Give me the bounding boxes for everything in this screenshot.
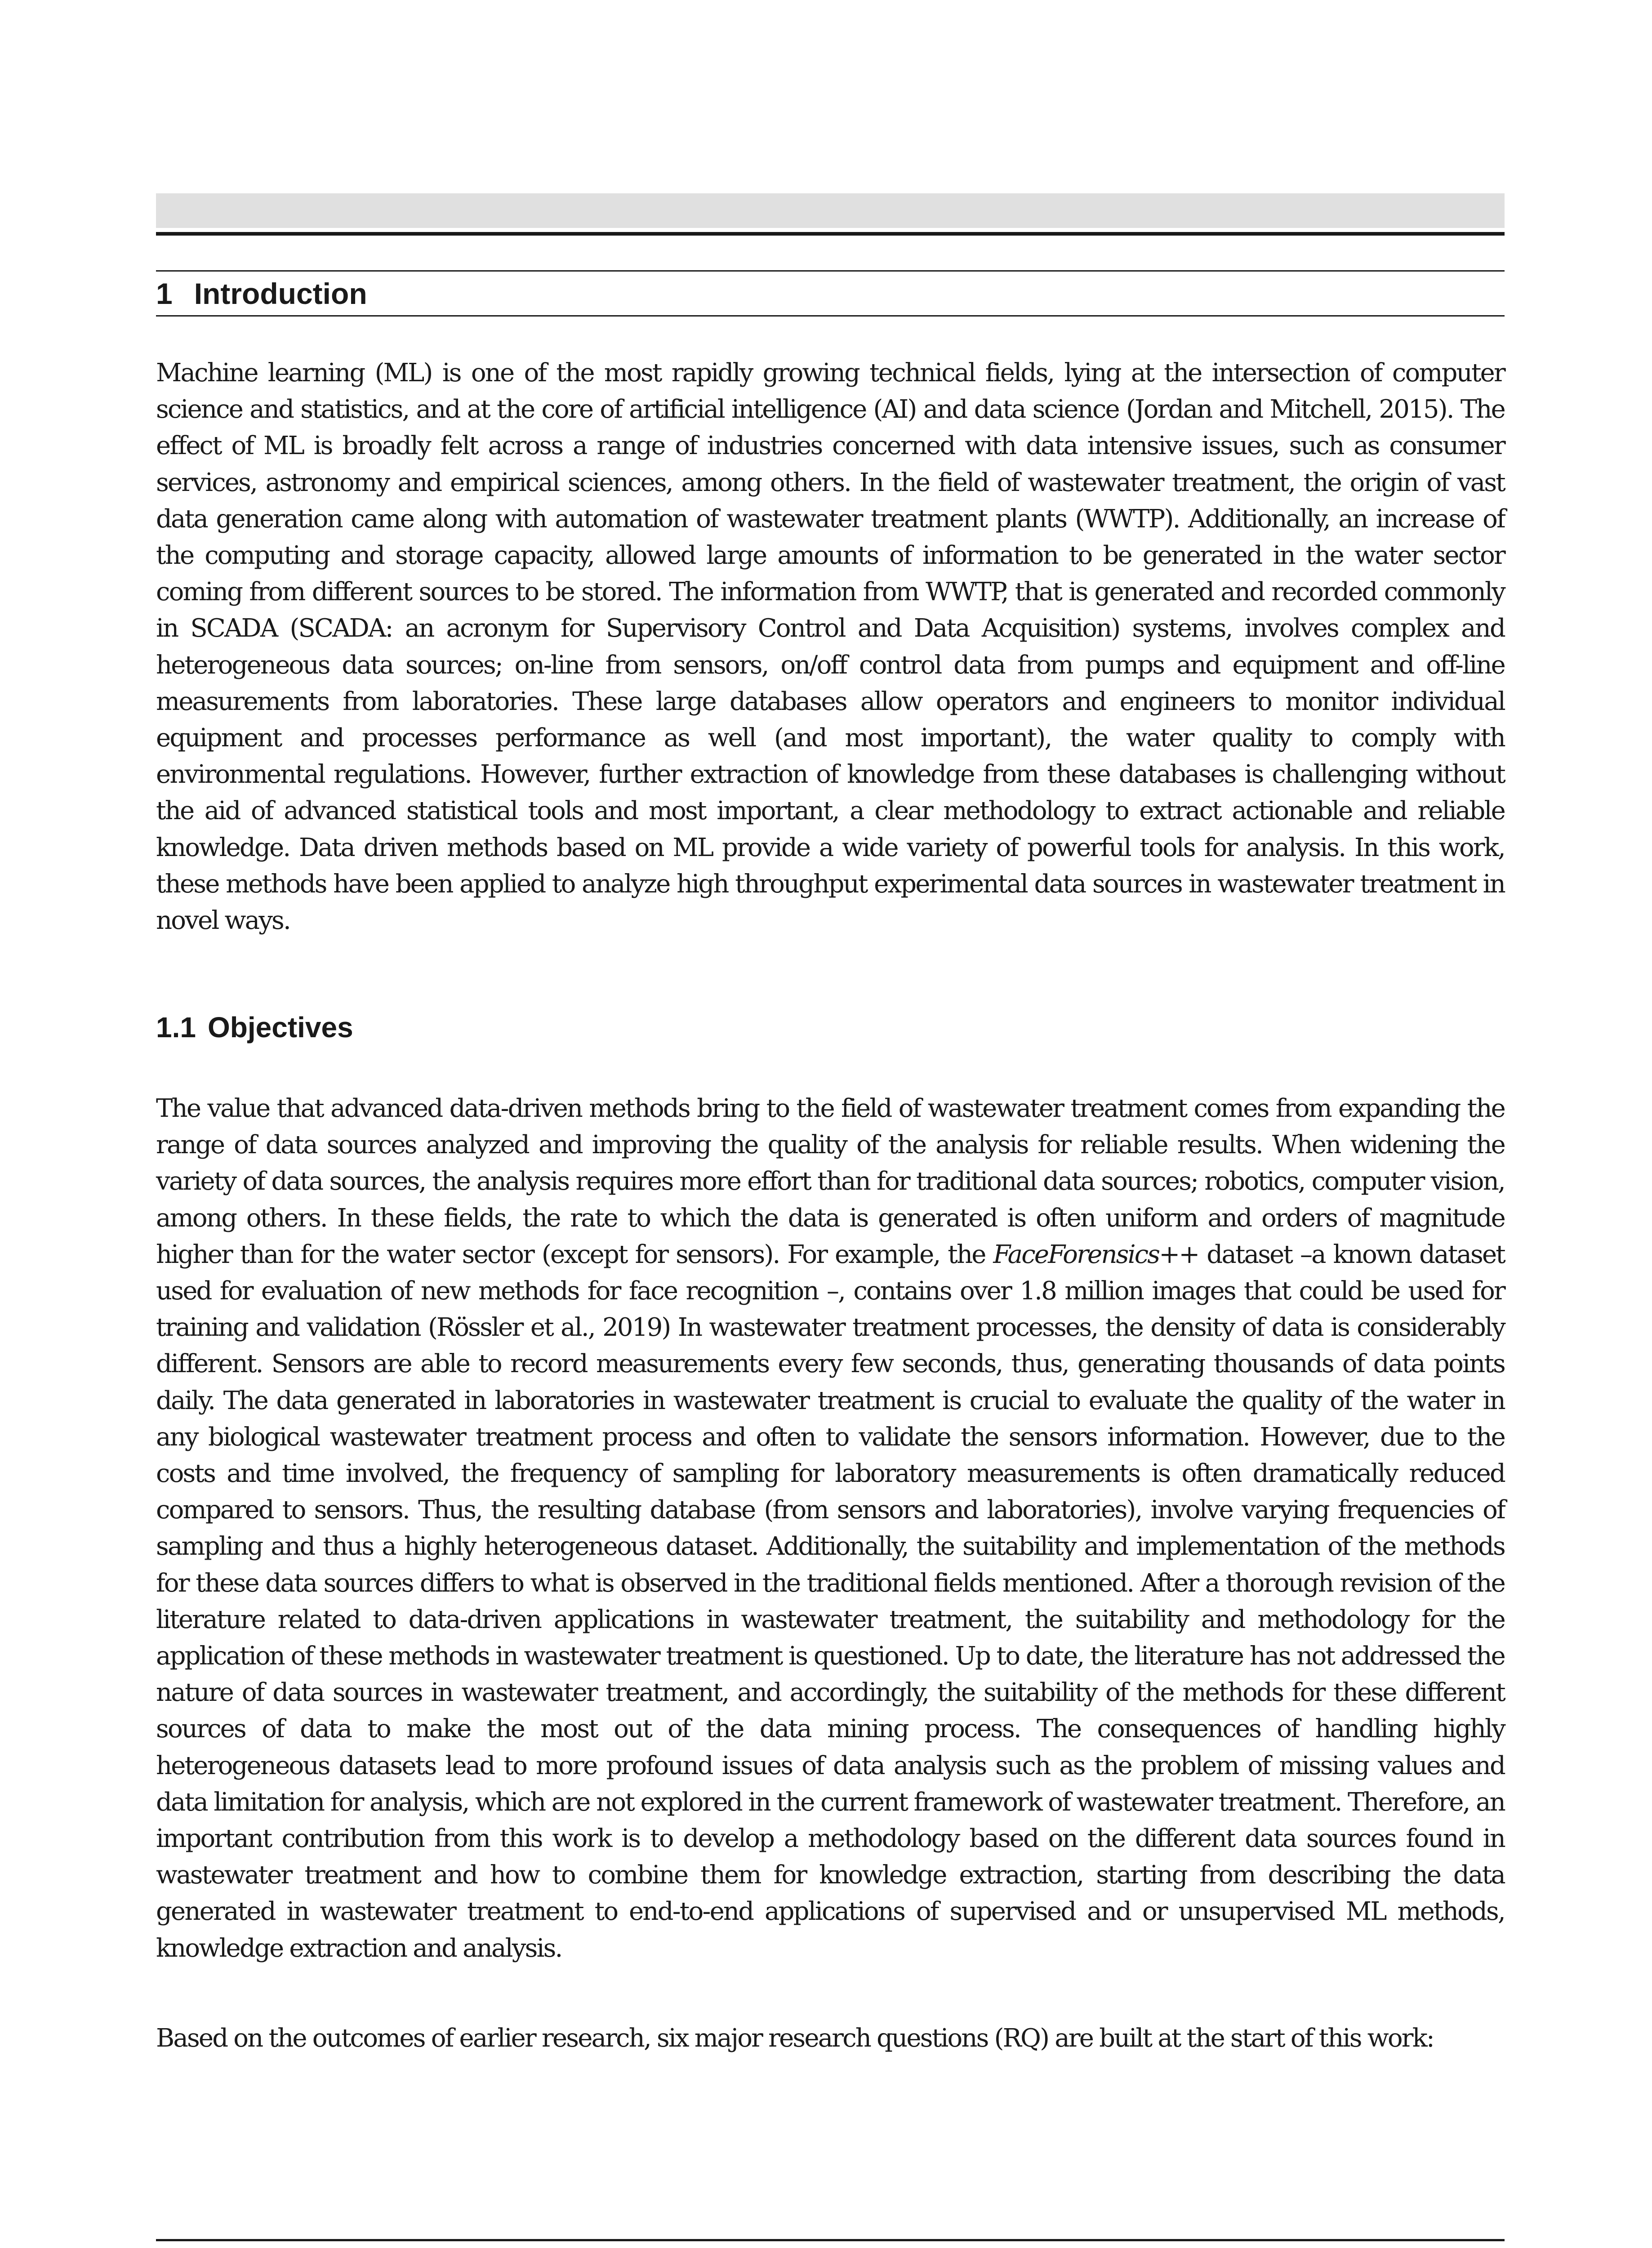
objectives-paragraph — [156, 1090, 1505, 1967]
chapter-rule-top — [156, 270, 1505, 272]
footer-rule — [156, 2239, 1505, 2241]
chapter-title: Introduction — [194, 277, 367, 310]
dataset-name: FaceForensics++ — [993, 1240, 1199, 1269]
header-rule — [156, 232, 1505, 236]
objectives-text-after-dataset: dataset –a known dataset used for evaluation of new methods for face recognition –, contains over 1.8 million images that could be used for training and validation (Rössler et al., 2019) In wastewater treatment processes, the density of data is considerably different. Sensors are able to record measurements every few seconds, thus, generating thousands of data points daily. The data generated in laboratories in wastewater treatment is crucial to evaluate the quality of the water in any biological wastewater treatment process and often to validate the sensors information. However, due to the costs and time involved, the frequency of sampling for laboratory measurements is often dramatically reduced compared to sensors. Thus, the resulting database (from sensors and laboratories), involve varying frequencies of sampling and thus a highly heterogeneous dataset. Additionally, the suitability and implementation of the methods for these data sources differs to what is observed in the traditional fields mentioned. After a thorough revision of the literature related to data-driven applications in wastewater treatment, the suitability and methodology for the application of these methods in wastewater treatment is questioned. Up to date, the literature has not addressed the nature of data sources in wastewater treatment, and accordingly, the suitability of the methods for these different sources of data to make the most out of the data mining process. The consequences of handling highly heterogeneous datasets lead to more profound issues of data analysis such as the problem of missing values and data limitation for analysis, which are not explored in the current framework of wastewater treatment. Therefore, an important contribution from this work is to develop a methodology based on the different data sources found in wastewater treatment and how to combine them for knowledge extraction, starting from describing the data generated in wastewater treatment to end-to-end applications of supervised and or unsupervised ML methods, knowledge extraction and analysis. — [156, 1240, 1505, 1963]
objectives-text-before-dataset: The value that advanced data-driven methods bring to the field of wastewater treatment comes from expanding the range of data sources analyzed and improving the quality of the analysis for reliable results. When widening the variety of data sources, the analysis requires more effort than for traditional data sources; robotics, computer vision, among others. In these fields, the rate to which the data is generated is often uniform and orders of magnitude higher than for the water sector (except for sensors). For example, the — [156, 1094, 1505, 1269]
section-title: Objectives — [207, 1011, 353, 1044]
chapter-heading — [156, 275, 367, 312]
section-heading — [156, 1009, 353, 1045]
chapter-rule-bottom — [156, 315, 1505, 317]
research-questions-paragraph: Based on the outcomes of earlier research, six major research questions (RQ) are built at the start of this work: — [156, 2024, 1434, 2053]
header-band — [156, 193, 1505, 228]
intro-paragraph: Machine learning (ML) is one of the most rapidly growing technical fields, lying at the intersection of computer science and statistics, and at the core of artificial intelligence (AI) and data science (Jordan and Mitchell, 2015). The effect of ML is broadly felt across a range of industries concerned with data intensive issues, such as consumer services, astronomy and empirical sciences, among others. In the field of wastewater treatment, the origin of vast data generation came along with automation of wastewater treatment plants (WWTP). Additionally, an increase of the computing and storage capacity, allowed large amounts of information to be generated in the water sector coming from different sources to be stored. The information from WWTP, that is generated and recorded commonly in SCADA (SCADA: an acronym for Supervisory Control and Data Acquisition) systems, involves complex and heterogeneous data sources; on-line from sensors, on/off control data from pumps and equipment and off-line measurements from laboratories. These large databases allow operators and engineers to monitor individual equipment and processes performance as well (and most important), the water quality to comply with environmental regulations. However, further extraction of knowledge from these databases is challenging without the aid of advanced statistical tools and most important, a clear methodology to extract actionable and reliable knowledge. Data driven methods based on ML provide a wide variety of powerful tools for analysis. In this work, these methods have been applied to analyze high throughput experimental data sources in wastewater treatment in novel ways. — [156, 358, 1505, 936]
chapter-number: 1 — [156, 277, 173, 310]
section-number: 1.1 — [156, 1011, 196, 1044]
